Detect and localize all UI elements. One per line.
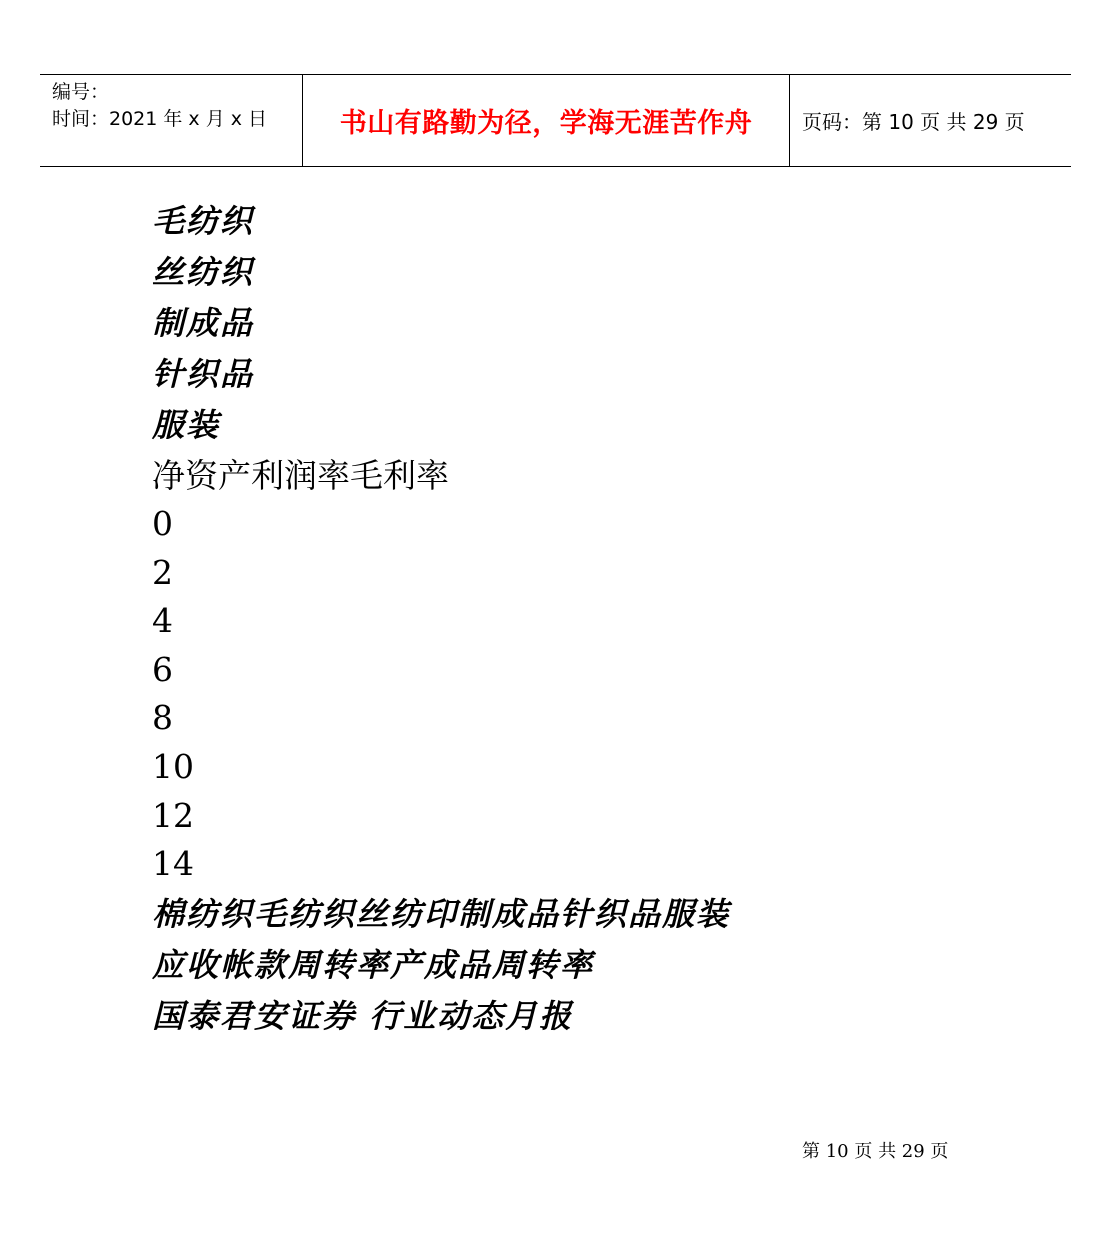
axis-tick: 0 — [152, 504, 173, 543]
header-meta-cell — [40, 75, 303, 166]
document-number-label: 编号： — [52, 81, 110, 103]
axis-tick: 8 — [152, 698, 173, 738]
axis-tick: 14 — [152, 844, 194, 884]
category-knitwear: 针织品 — [152, 355, 255, 393]
axis-tick: 6 — [152, 649, 173, 689]
document-date: 时间：2021 年 x 月 x 日 — [52, 108, 268, 130]
axis-tick: 10 — [152, 746, 194, 786]
x-category-labels: 棉纺织毛纺织丝纺印制成品针织品服装 — [152, 894, 731, 933]
header-page-code: 页码：第 10 页 共 29 页 — [802, 110, 1025, 134]
page-footer: 第 10 页 共 29 页 — [802, 1141, 949, 1162]
category-silk-textile: 丝纺织 — [152, 253, 255, 291]
axis-tick: 12 — [152, 795, 194, 835]
header-motto: 书山有路勤为径，学海无涯苦作舟 — [339, 108, 753, 139]
category-finished-goods: 制成品 — [152, 304, 255, 342]
axis-tick: 2 — [152, 552, 173, 592]
category-apparel: 服装 — [152, 406, 221, 444]
header-page-cell — [790, 75, 1071, 166]
axis-tick: 4 — [152, 601, 173, 641]
header-motto-cell — [303, 75, 790, 166]
document-body — [152, 196, 1052, 1042]
indicator-labels: 应收帐款周转率产成品周转率 — [152, 945, 595, 984]
category-wool-textile: 毛纺织 — [152, 202, 255, 240]
source-label: 国泰君安证券 行业动态月报 — [152, 996, 574, 1035]
document-header — [40, 74, 1071, 167]
legend-text: 净资产利润率毛利率 — [152, 456, 449, 495]
